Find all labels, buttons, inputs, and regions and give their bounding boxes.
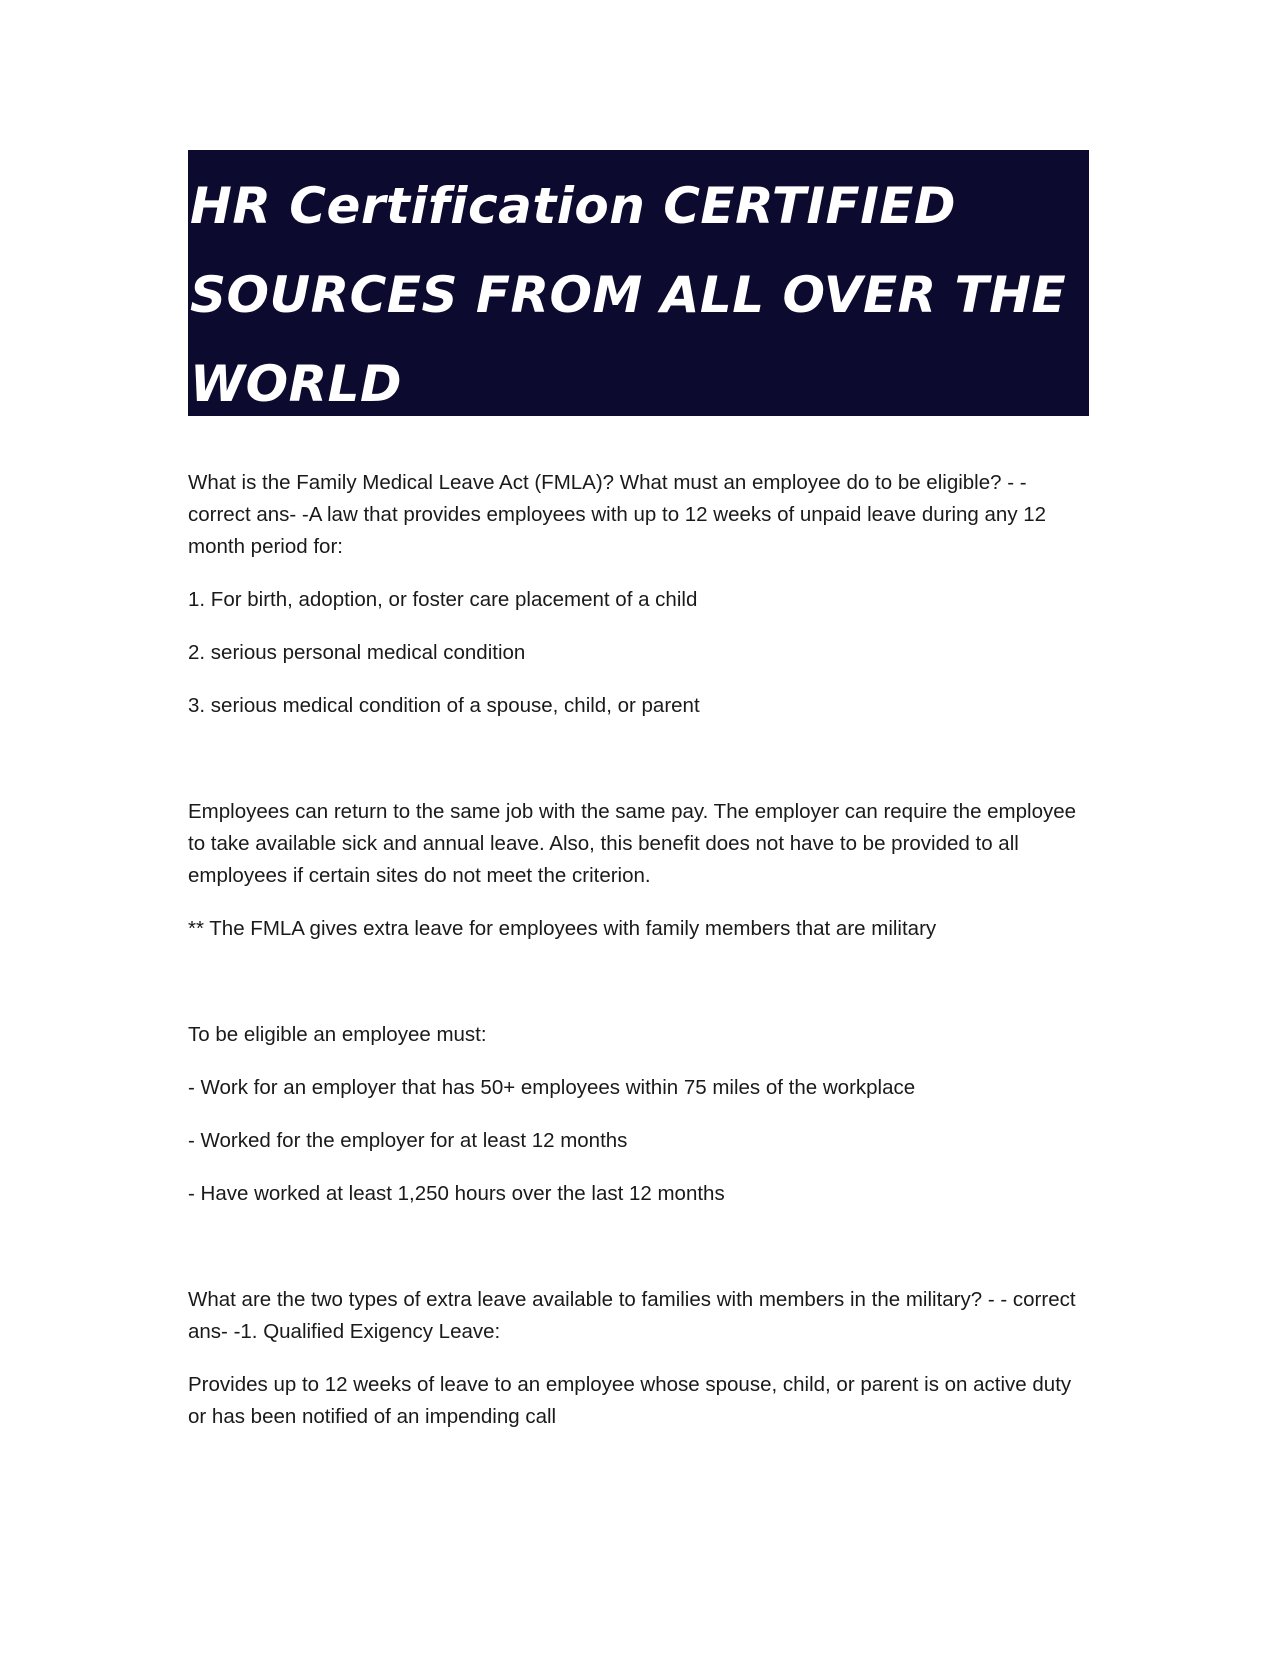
question-military-leave: What are the two types of extra leave available to families with members in the military? - - correct ans- -1. Qualified Exigency Leave:: [188, 1288, 1076, 1343]
list-item: 2. serious personal medical condition: [188, 641, 526, 664]
paragraph-exigency-leave: Provides up to 12 weeks of leave to an employee whose spouse, child, or parent is on active duty or has been notified of an impending call: [188, 1373, 1072, 1428]
question-fmla: What is the Family Medical Leave Act (FMLA)? What must an employee do to be eligible? - - correct ans- -A law that provides employees with up to 12 weeks of unpaid leave during any 12 month period for:: [188, 471, 1047, 558]
list-item: 3. serious medical condition of a spouse, child, or parent: [188, 694, 700, 717]
eligibility-heading: To be eligible an employee must:: [188, 1023, 487, 1046]
list-item: 1. For birth, adoption, or foster care placement of a child: [188, 588, 698, 611]
paragraph-return-to-job: Employees can return to the same job with the same pay. The employer can require the employee to take available sick and annual leave. Also, this benefit does not have to be provided to all employees if certain sites do not meet the criterion.: [188, 800, 1077, 887]
document-title: HR Certification CERTIFIED SOURCES FROM ALL OVER THE WORLD: [190, 177, 1067, 413]
list-item: - Have worked at least 1,250 hours over the last 12 months: [188, 1182, 725, 1205]
list-item: - Work for an employer that has 50+ employees within 75 miles of the workplace: [188, 1076, 916, 1099]
list-item: - Worked for the employer for at least 12 months: [188, 1129, 628, 1152]
paragraph-military-note: ** The FMLA gives extra leave for employees with family members that are military: [188, 917, 937, 940]
document-body: [188, 467, 1088, 1454]
title-banner: [188, 150, 1089, 416]
